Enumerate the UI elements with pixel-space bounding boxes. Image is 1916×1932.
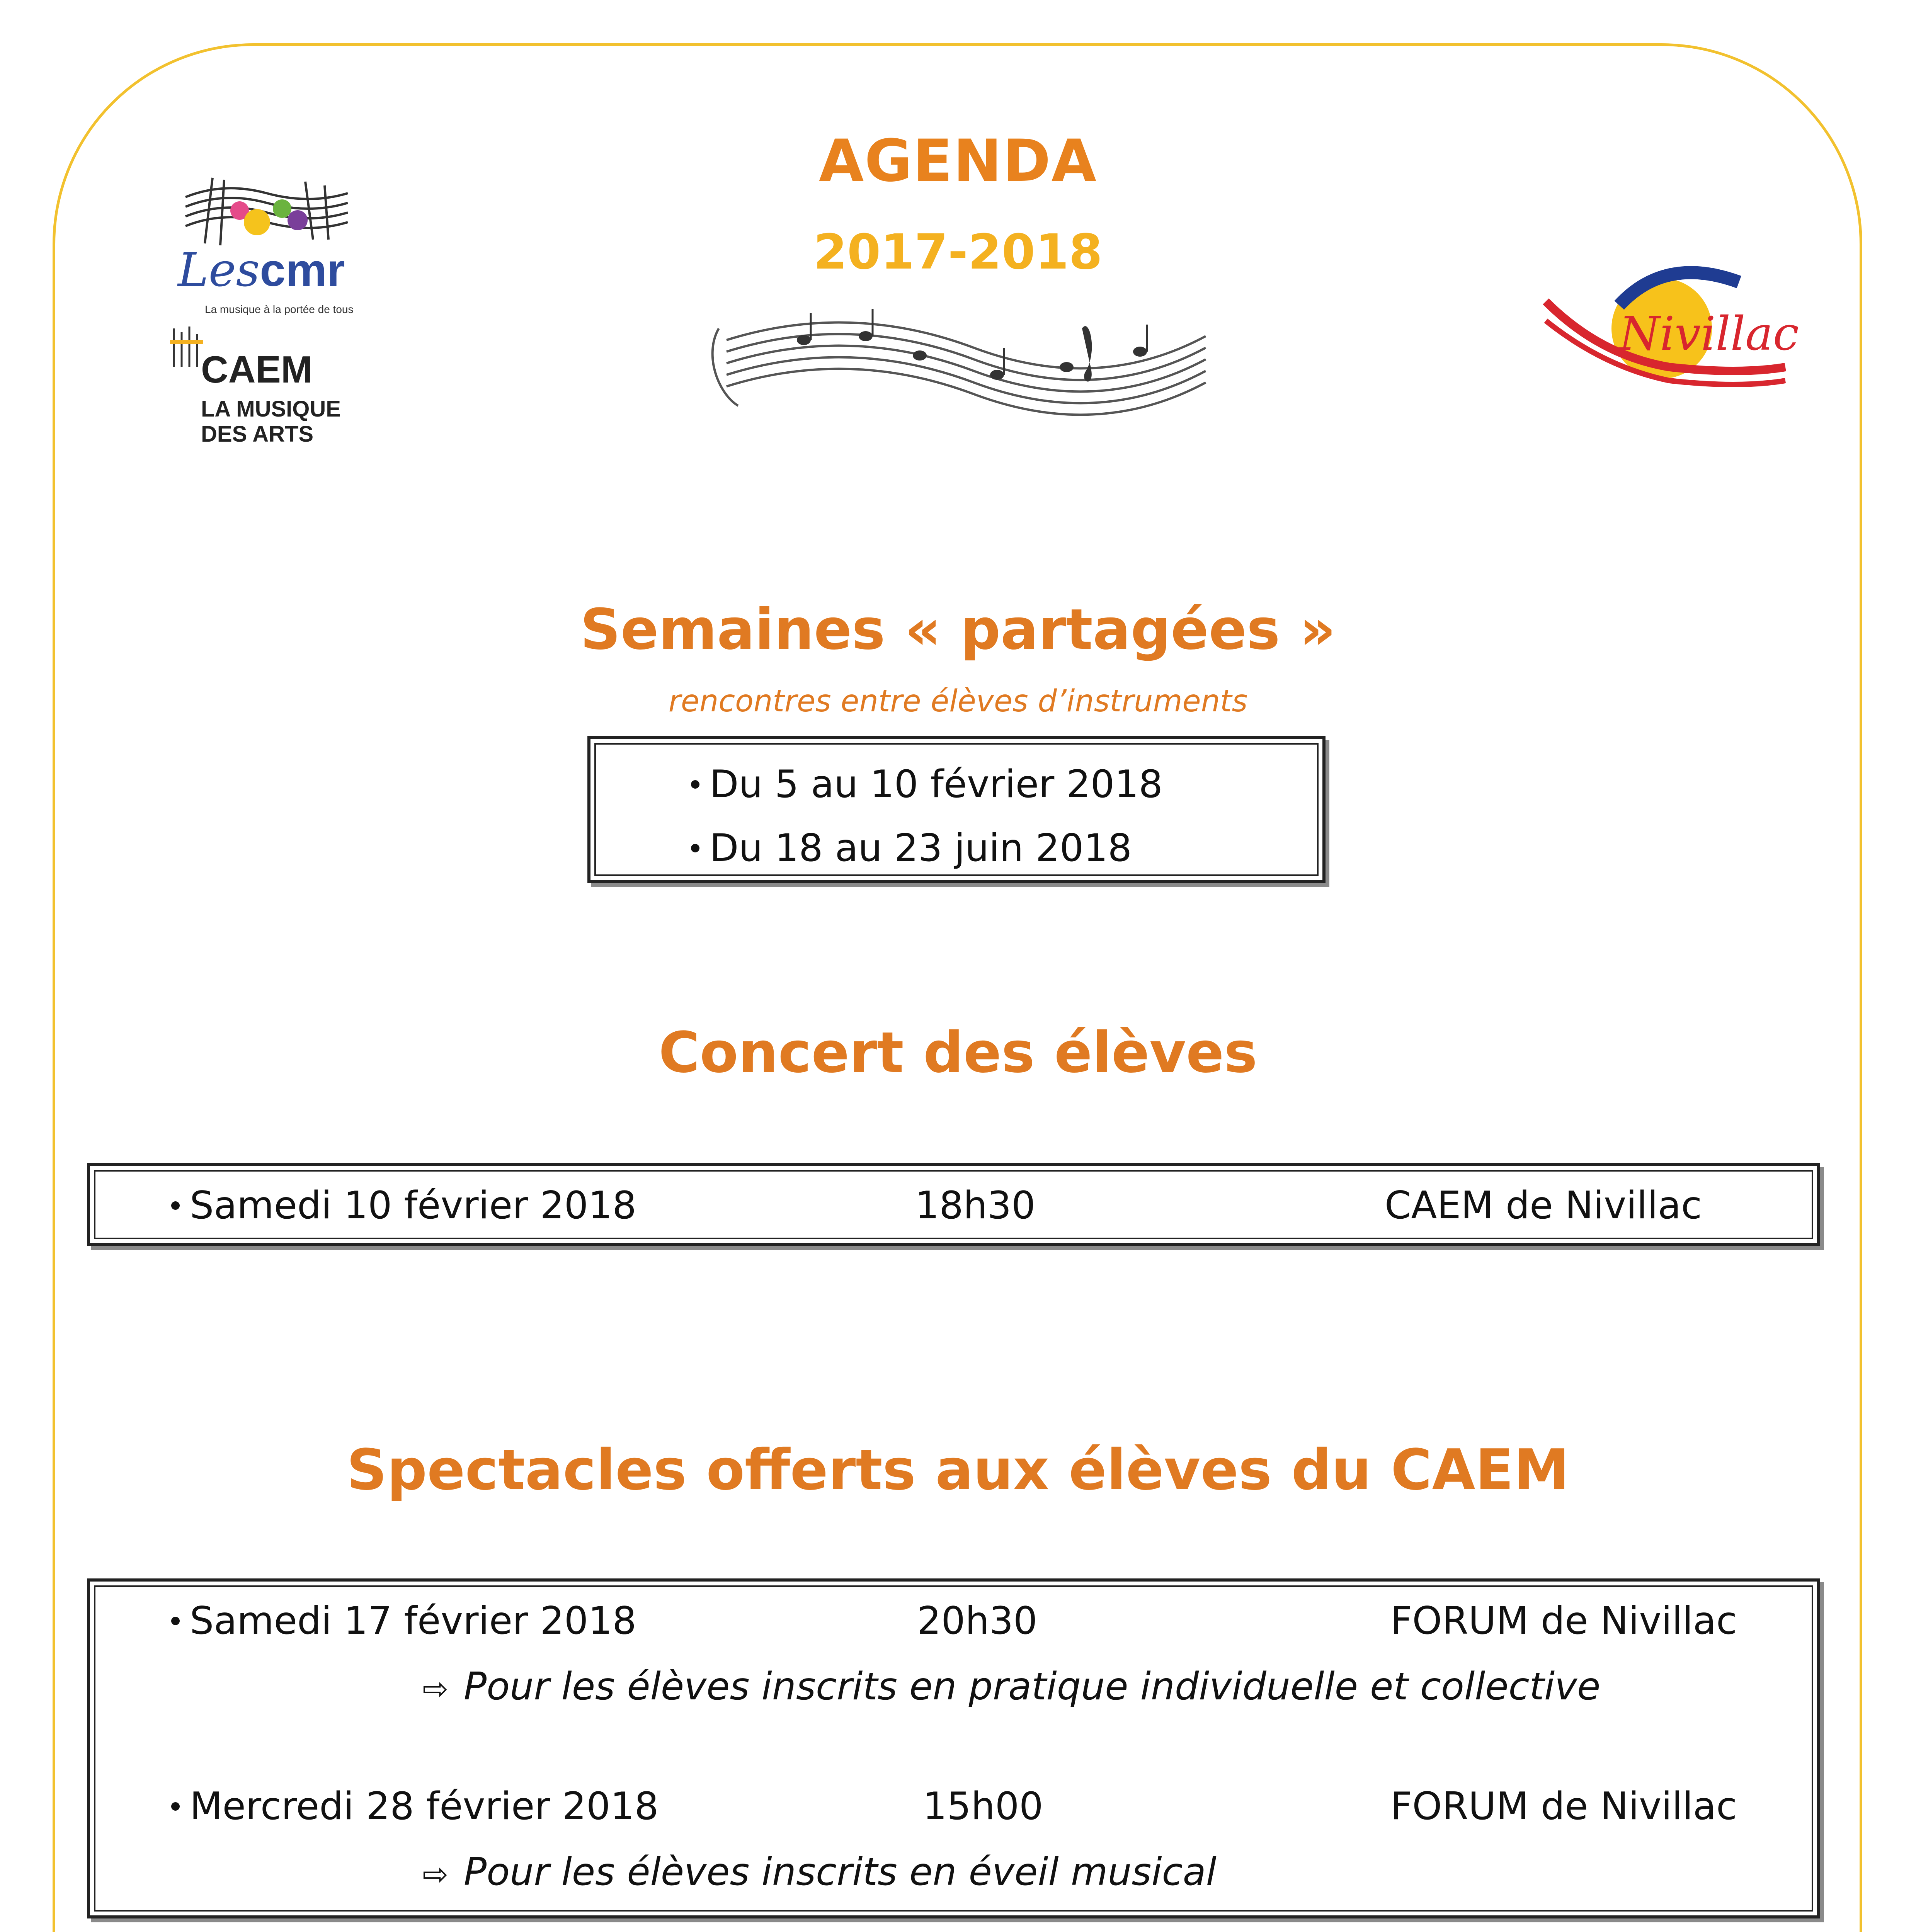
spectacle-1-date: Samedi 17 février 2018: [190, 1599, 636, 1643]
cmr-tagline: La musique à la portée de tous: [205, 303, 354, 315]
concert-box: [87, 1163, 1820, 1246]
spectacles-title: Spectacles offerts aux élèves du CAEM: [346, 1437, 1570, 1503]
nivillac-text: Nivillac: [1619, 307, 1799, 361]
list-item: [691, 762, 1163, 806]
table-row: [171, 1599, 636, 1643]
spectacle-1-note-row: [422, 1665, 1600, 1709]
semaines-title: Semaines « partagées »: [580, 597, 1336, 662]
caem-line1: CAEM: [201, 348, 313, 391]
semaines-item-2: Du 18 au 23 juin 2018: [710, 826, 1132, 870]
spectacles-box: [87, 1578, 1820, 1918]
semaines-item-1: Du 5 au 10 février 2018: [710, 762, 1163, 806]
semaines-subtitle: rencontres entre élèves d’instruments: [668, 684, 1248, 719]
bullet-icon: [171, 1201, 180, 1210]
caem-line2: LA MUSIQUE: [201, 396, 341, 422]
arrow-right-icon: ⇨: [422, 1671, 449, 1707]
spectacle-1-place: FORUM de Nivillac: [1390, 1599, 1737, 1643]
cmr-prefix: Les: [178, 243, 260, 297]
bullet-icon: [691, 780, 699, 789]
spectacle-2-note-row: [422, 1850, 1217, 1894]
semaines-box: [587, 736, 1326, 883]
caem-bars-icon: [170, 325, 205, 371]
bullet-icon: [171, 1802, 180, 1811]
spectacle-1-time: 20h30: [917, 1599, 1038, 1643]
cmr-staff-icon: [178, 170, 356, 251]
list-item: [691, 826, 1132, 870]
arrow-right-icon: ⇨: [422, 1856, 449, 1892]
bullet-icon: [691, 844, 699, 852]
spectacle-1-note: Pour les élèves inscrits en pratique individuelle et collective: [464, 1665, 1601, 1709]
cmr-logo: [178, 170, 356, 317]
agenda-title: AGENDA: [819, 128, 1097, 195]
music-staff-icon: [703, 294, 1213, 425]
spectacle-2-note: Pour les élèves inscrits en éveil musical: [464, 1850, 1217, 1894]
concert-place: CAEM de Nivillac: [1385, 1184, 1702, 1228]
spectacle-2-time: 15h00: [923, 1784, 1043, 1828]
cmr-main: cmr: [260, 244, 345, 296]
agenda-year: 2017-2018: [813, 224, 1103, 280]
table-row: [171, 1784, 659, 1828]
caem-logo: [170, 325, 356, 456]
concert-time: 18h30: [915, 1184, 1036, 1228]
nivillac-logo: [1538, 240, 1809, 402]
spectacle-2-date: Mercredi 28 février 2018: [190, 1784, 659, 1828]
spectacle-2-place: FORUM de Nivillac: [1390, 1784, 1737, 1828]
concert-date: Samedi 10 février 2018: [190, 1184, 636, 1228]
bullet-icon: [171, 1617, 180, 1625]
concert-title: Concert des élèves: [659, 1020, 1257, 1085]
caem-line3: DES ARTS: [201, 422, 314, 447]
